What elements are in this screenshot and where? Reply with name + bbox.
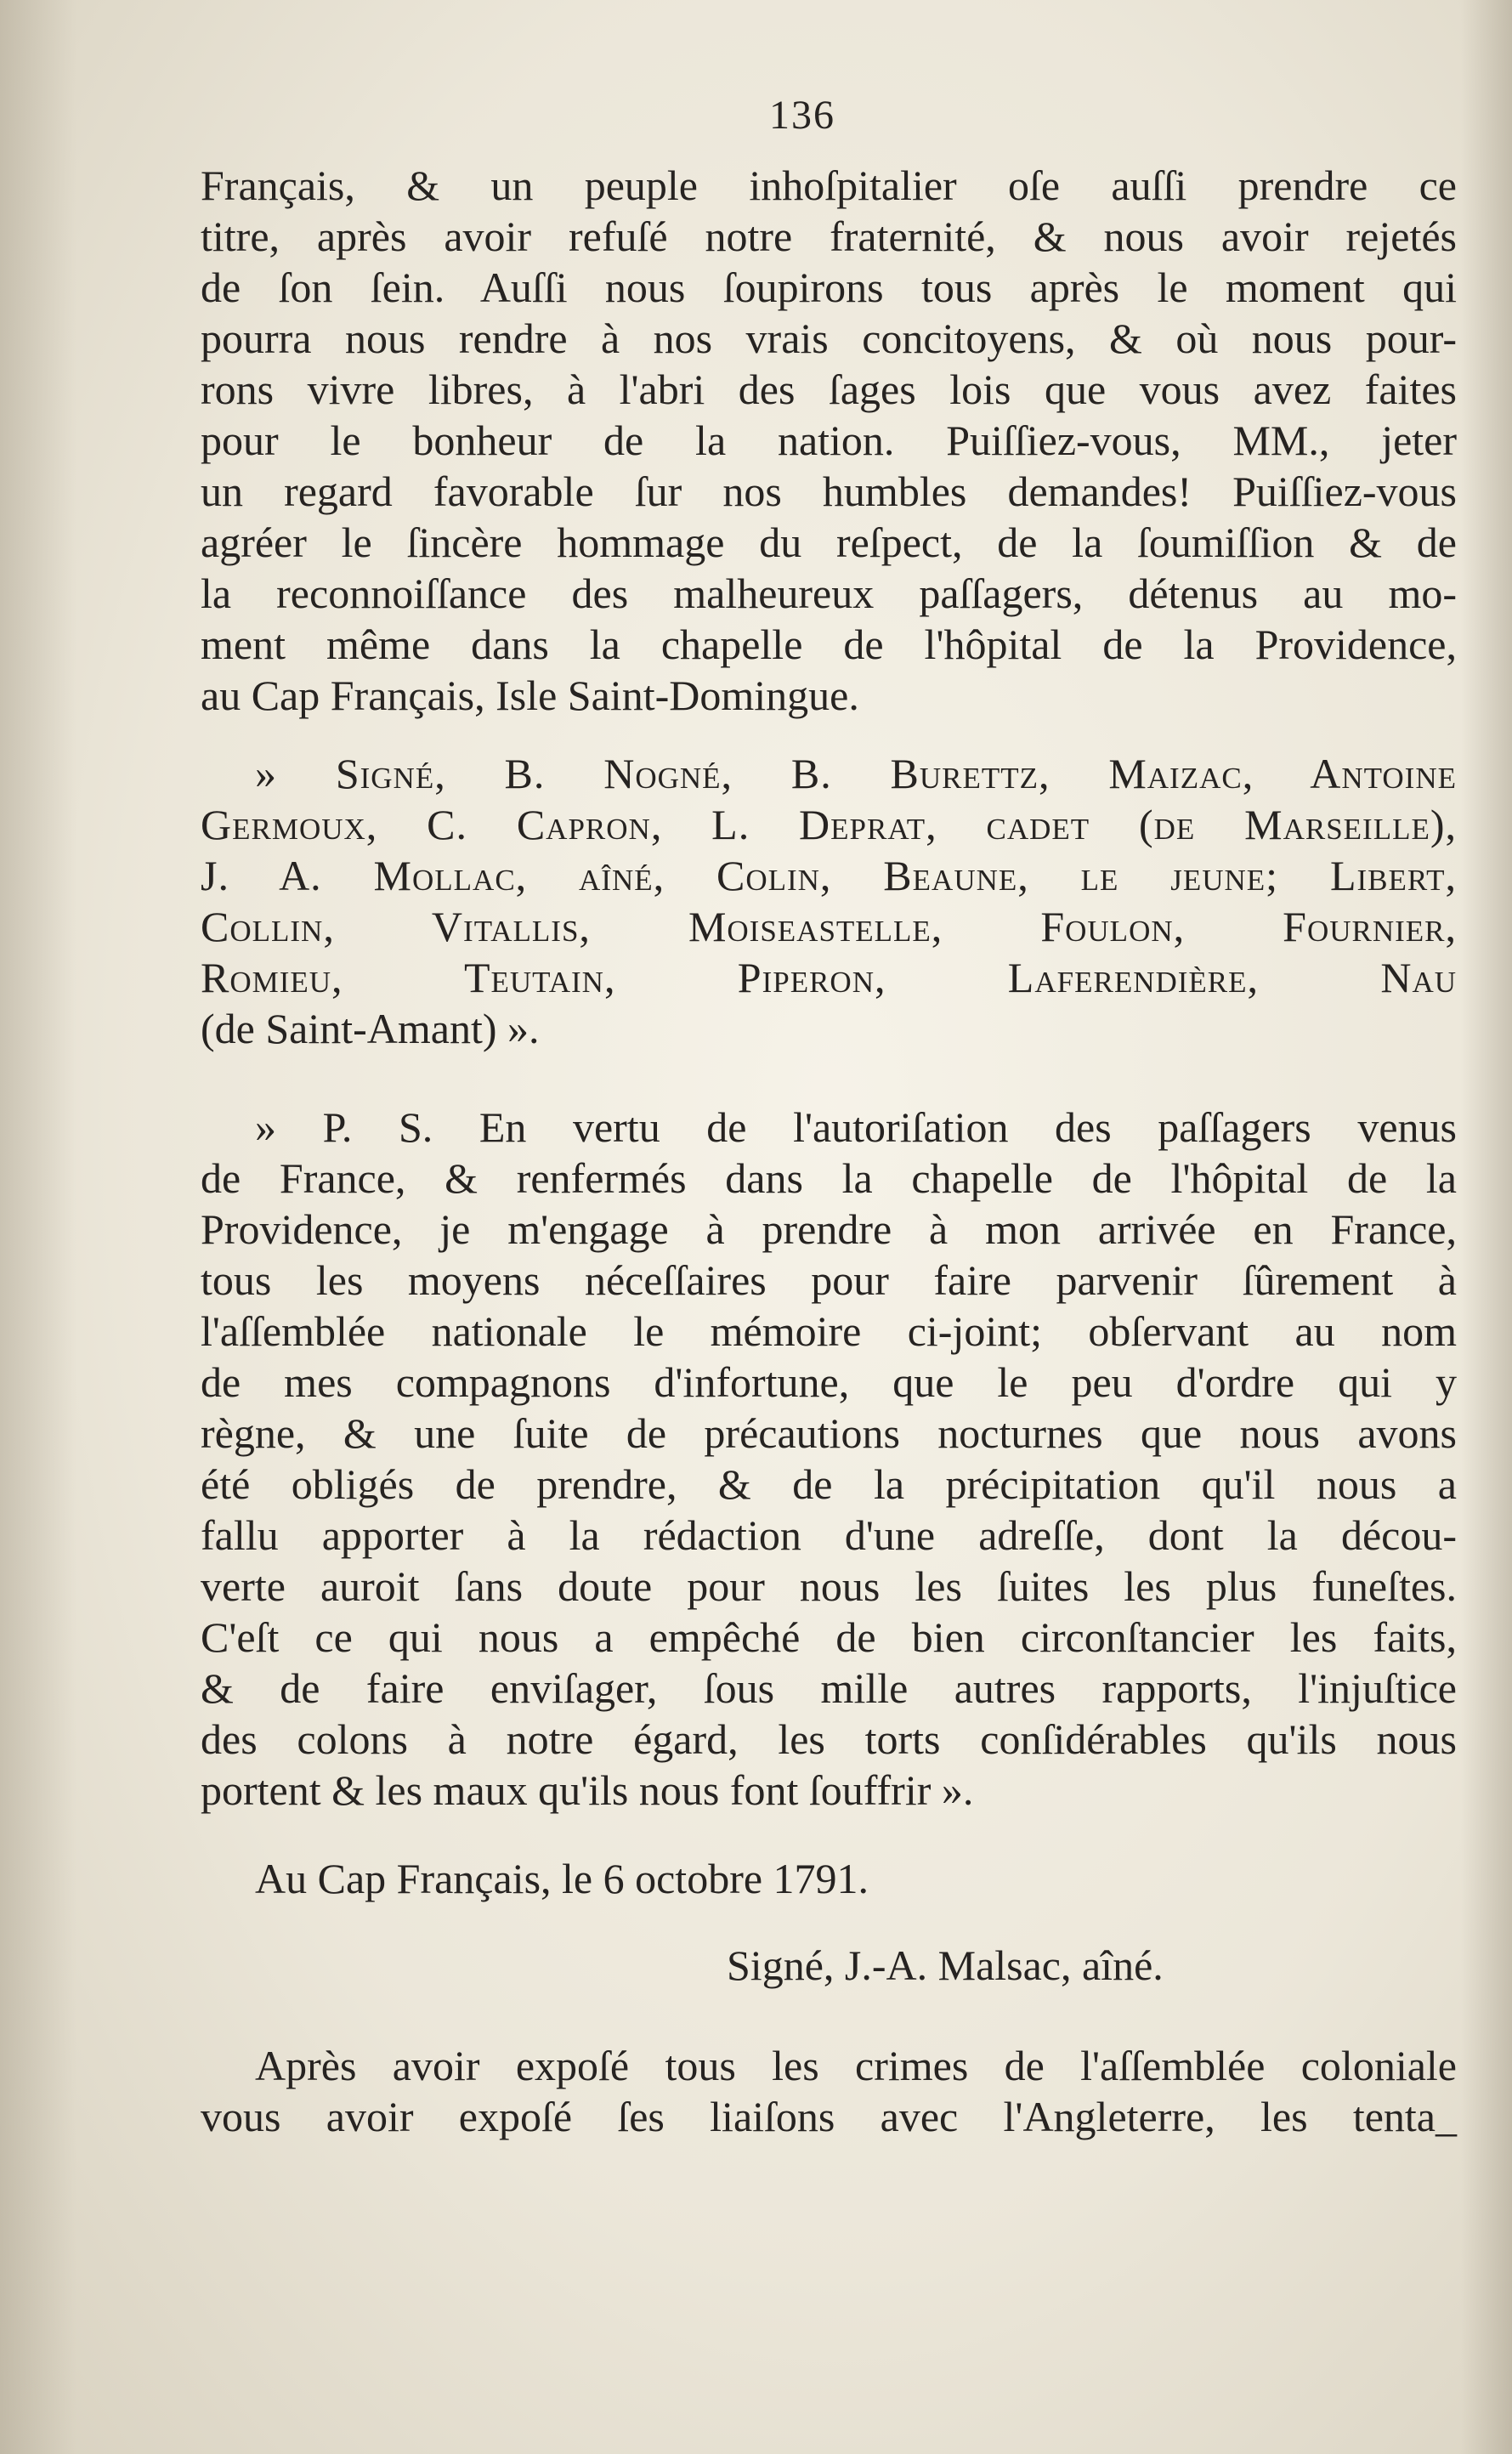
signature-line: J. A. Mollac, aîné, Colin, Beaune, le jeune; Libert,: [201, 852, 1457, 899]
text-line: l'aſſemblée nationale le mémoire ci-joint; obſervant au nom: [201, 1307, 1457, 1355]
page-edge-shadow: [1461, 0, 1512, 2454]
text-line: » P. S. En vertu de l'autoriſation des paſſagers venus: [255, 1103, 1457, 1151]
text-line: ment même dans la chapelle de l'hôpital de la Providence,: [201, 621, 1457, 668]
text-line: Providence, je m'engage à prendre à mon arrivée en France,: [201, 1205, 1457, 1253]
signature-line: Germoux, C. Capron, L. Deprat, cadet (de Marſeille),: [201, 801, 1457, 848]
signatures-block: [201, 748, 1457, 1054]
signature-line: (de Saint-Amant) ».: [201, 1005, 540, 1052]
text-line: & de faire enviſager, ſous mille autres rapports, l'injuſtice: [201, 1664, 1457, 1712]
text-line: vous avoir expoſé ſes liaiſons avec l'Angleterre, les tenta_: [201, 2093, 1457, 2140]
text-line: verte auroit ſans doute pour nous les ſuites les plus funeſtes.: [201, 1562, 1457, 1610]
text-line: au Cap Français, Isle Saint-Domingue.: [201, 672, 859, 719]
signature-line: Collin, Vitallis, Moiseastelle, Foulon, Fournier,: [201, 903, 1457, 950]
text-line: de France, & renfermés dans la chapelle de l'hôpital de la: [201, 1154, 1457, 1202]
text-line: des colons à notre égard, les torts conſidérables qu'ils nous: [201, 1715, 1457, 1763]
text-line: règne, & une ſuite de précautions nocturnes que nous avons: [201, 1409, 1457, 1457]
text-line: fallu apporter à la rédaction d'une adreſſe, dont la décou-: [201, 1511, 1457, 1559]
text-line: un regard favorable ſur nos humbles demandes! Puiſſiez-vous: [201, 468, 1457, 515]
text-line: pourra nous rendre à nos vrais concitoyens, & où nous pour-: [201, 315, 1457, 362]
closing-signature: Signé, J.-A. Malsac, aîné.: [727, 1941, 1164, 1989]
page-number: 136: [769, 93, 835, 138]
text-line: Après avoir expoſé tous les crimes de l'aſſemblée coloniale: [255, 2042, 1457, 2089]
gutter-shadow: [0, 0, 76, 2454]
text-line: rons vivre libres, à l'abri des ſages lois que vous avez faites: [201, 366, 1457, 413]
date-line: Au Cap Français, le 6 octobre 1791.: [255, 1855, 869, 1902]
text-line: pour le bonheur de la nation. Puiſſiez-vous, MM., jeter: [201, 417, 1457, 464]
paragraph-final: [201, 2040, 1457, 2142]
text-line: de ſon ſein. Auſſi nous ſoupirons tous après le moment qui: [201, 264, 1457, 311]
text-line: tous les moyens néceſſaires pour faire parvenir ſûrement à: [201, 1256, 1457, 1304]
text-line: C'eſt ce qui nous a empêché de bien circonſtancier les faits,: [201, 1613, 1457, 1661]
text-line: été obligés de prendre, & de la précipitation qu'il nous a: [201, 1460, 1457, 1508]
text-line: la reconnoiſſance des malheureux paſſagers, détenus au mo-: [201, 570, 1457, 617]
postscript-block: [201, 1102, 1457, 1816]
text-line: portent & les maux qu'ils nous font ſouffrir ».: [201, 1766, 974, 1814]
text-line: titre, après avoir refuſé notre fraternité, & nous avoir rejetés: [201, 213, 1457, 260]
signature-line: » Signé, B. Nogné, B. Burettz, Maizac, Antoine: [255, 750, 1457, 797]
paragraph-petition-end: [201, 160, 1457, 721]
text-line: agréer le ſincère hommage du reſpect, de la ſoumiſſion & de: [201, 519, 1457, 566]
text-line: de mes compagnons d'infortune, que le peu d'ordre qui y: [201, 1358, 1457, 1406]
signature-line: Romieu, Teutain, Piperon, Laferendière, Nau: [201, 954, 1457, 1001]
text-line: Français, & un peuple inhoſpitalier oſe auſſi prendre ce: [201, 162, 1457, 209]
